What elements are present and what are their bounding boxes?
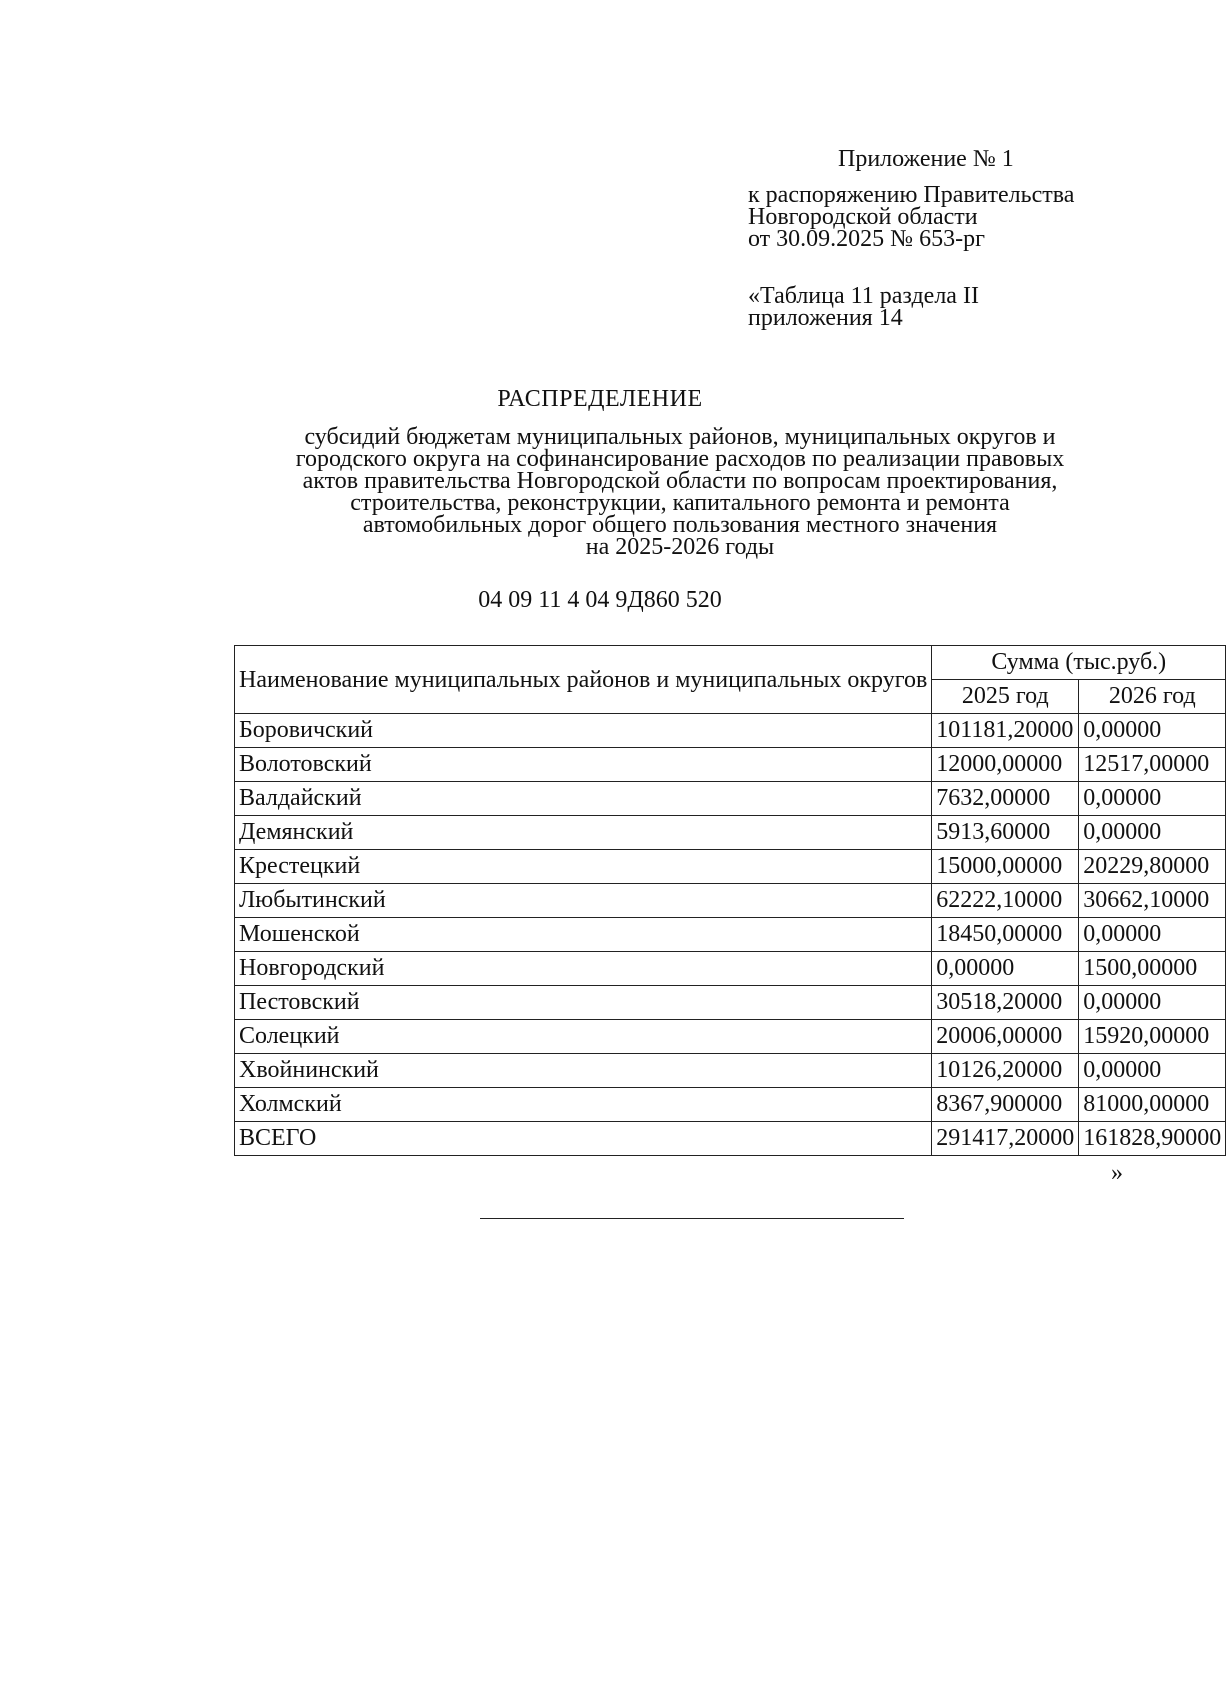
municipality-name: Волотовский — [235, 748, 932, 782]
municipality-name: Крестецкий — [235, 850, 932, 884]
amount-2025: 15000,00000 — [932, 850, 1079, 884]
total-2026: 161828,90000 — [1079, 1122, 1226, 1156]
subtitle-line: городского округа на софинансирование расходов по реализации правовых — [295, 446, 1065, 472]
table-row — [235, 952, 1226, 986]
amount-2026: 0,00000 — [1079, 714, 1226, 748]
amount-2025: 12000,00000 — [932, 748, 1079, 782]
table-row — [235, 918, 1226, 952]
decree-line: Новгородской области — [748, 204, 978, 230]
municipality-name: Пестовский — [235, 986, 932, 1020]
subtitle-line: автомобильных дорог общего пользования местного значения — [362, 512, 998, 538]
amount-2026: 12517,00000 — [1079, 748, 1226, 782]
decree-line: от 30.09.2025 № 653-рг — [748, 226, 985, 252]
header-municipality-name: Наименование муниципальных районов и муниципальных округов — [235, 646, 932, 714]
table-row — [235, 1020, 1226, 1054]
municipality-name: Валдайский — [235, 782, 932, 816]
table-row — [235, 850, 1226, 884]
table-row — [235, 1054, 1226, 1088]
amount-2025: 101181,20000 — [932, 714, 1079, 748]
decree-reference — [748, 184, 1074, 250]
amount-2026: 0,00000 — [1079, 1054, 1226, 1088]
amount-2026: 81000,00000 — [1079, 1088, 1226, 1122]
municipality-name: Новгородский — [235, 952, 932, 986]
table-row — [235, 1088, 1226, 1122]
table-row — [235, 782, 1226, 816]
budget-classification-code: 04 09 11 4 04 9Д860 520 — [478, 587, 722, 613]
municipality-name: Демянский — [235, 816, 932, 850]
municipality-name: Любытинский — [235, 884, 932, 918]
table-ref-line: приложения 14 — [748, 305, 903, 331]
header-year-2026: 2026 год — [1079, 680, 1226, 714]
amount-2026: 0,00000 — [1079, 918, 1226, 952]
table-row — [235, 986, 1226, 1020]
amount-2026: 0,00000 — [1079, 782, 1226, 816]
amount-2026: 1500,00000 — [1079, 952, 1226, 986]
amount-2025: 20006,00000 — [932, 1020, 1079, 1054]
decree-line: к распоряжению Правительства — [748, 182, 1075, 208]
closing-divider — [480, 1218, 904, 1219]
amount-2026: 20229,80000 — [1079, 850, 1226, 884]
document-title: РАСПРЕДЕЛЕНИЕ — [497, 386, 703, 412]
subtitle-line: субсидий бюджетам муниципальных районов, муниципальных округов и — [304, 424, 1056, 450]
amount-2026: 0,00000 — [1079, 986, 1226, 1020]
document-subtitle — [230, 426, 1130, 558]
amount-2025: 8367,900000 — [932, 1088, 1079, 1122]
municipality-name: Холмский — [235, 1088, 932, 1122]
amount-2025: 5913,60000 — [932, 816, 1079, 850]
header-year-2025: 2025 год — [932, 680, 1079, 714]
amount-2025: 7632,00000 — [932, 782, 1079, 816]
subtitle-line: на 2025-2026 годы — [585, 534, 775, 560]
total-2025: 291417,20000 — [932, 1122, 1079, 1156]
amount-2026: 0,00000 — [1079, 816, 1226, 850]
appendix-number — [838, 148, 1014, 170]
amount-2026: 15920,00000 — [1079, 1020, 1226, 1054]
municipality-name: Боровичский — [235, 714, 932, 748]
table-row — [235, 816, 1226, 850]
subtitle-line: актов правительства Новгородской области по вопросам проектирования, — [302, 468, 1058, 494]
municipality-name: Мошенской — [235, 918, 932, 952]
total-label: ВСЕГО — [235, 1122, 932, 1156]
table-reference — [748, 285, 979, 329]
municipality-name: Солецкий — [235, 1020, 932, 1054]
table-header-row — [235, 646, 1226, 680]
amount-2025: 62222,10000 — [932, 884, 1079, 918]
header-sum: Сумма (тыс.руб.) — [932, 646, 1226, 680]
table-body — [235, 714, 1226, 1156]
table-total-row — [235, 1122, 1226, 1156]
amount-2026: 30662,10000 — [1079, 884, 1226, 918]
closing-quote: » — [1111, 1160, 1123, 1186]
subtitle-line: строительства, реконструкции, капитального ремонта и ремонта — [350, 490, 1010, 516]
table-row — [235, 748, 1226, 782]
distribution-table — [234, 645, 1226, 1156]
table-ref-line: «Таблица 11 раздела II — [748, 283, 979, 309]
appendix-number-text: Приложение № 1 — [838, 146, 1014, 172]
amount-2025: 10126,20000 — [932, 1054, 1079, 1088]
table-row — [235, 714, 1226, 748]
amount-2025: 0,00000 — [932, 952, 1079, 986]
amount-2025: 30518,20000 — [932, 986, 1079, 1020]
table-row — [235, 884, 1226, 918]
municipality-name: Хвойнинский — [235, 1054, 932, 1088]
amount-2025: 18450,00000 — [932, 918, 1079, 952]
